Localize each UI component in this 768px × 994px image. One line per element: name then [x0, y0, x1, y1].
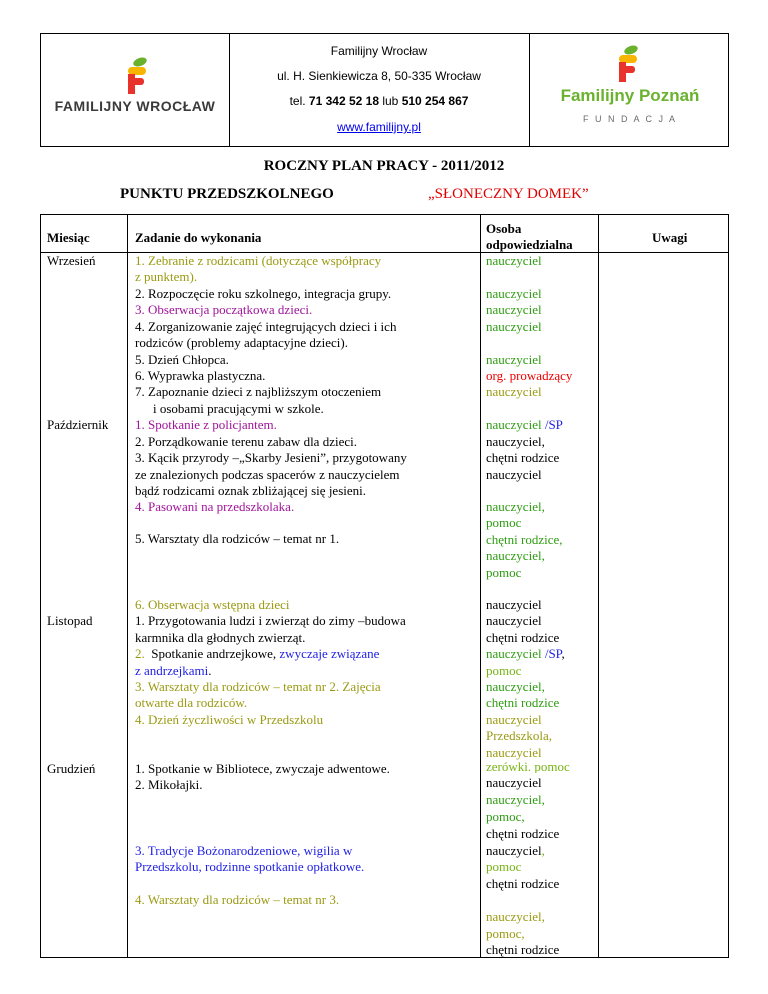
- col-divider: [127, 215, 128, 957]
- person: nauczyciel: [486, 286, 542, 301]
- person: org. prowadzący: [486, 368, 573, 383]
- person: pomoc,: [486, 926, 525, 941]
- person: nauczyciel,: [486, 434, 545, 449]
- person: nauczyciel: [486, 352, 542, 367]
- task-line: 1. Przygotowania ludzi i zwierząt do zimy –budowa: [135, 613, 406, 628]
- task-line: 2. Mikołajki.: [135, 777, 203, 792]
- preschool-name: „SŁONECZNY DOMEK”: [428, 186, 589, 202]
- person-line: nauczyciel /SP,: [486, 646, 565, 661]
- task-line: 3. Tradycje Bożonarodzeniowe, wigilia w: [135, 843, 353, 858]
- task-line: i osobami pracującymi w szkole.: [153, 401, 324, 416]
- person: nauczyciel,: [486, 679, 545, 694]
- person: pomoc: [486, 859, 522, 874]
- header-month: Miesiąc: [47, 230, 90, 245]
- task-line: 6. Obserwacja wstępna dzieci: [135, 597, 290, 612]
- header-person-1: Osoba: [486, 221, 522, 236]
- phone-line: [229, 94, 529, 108]
- person: nauczyciel,: [486, 548, 545, 563]
- left-logo-text: FAMILIJNY WROCŁAW: [54, 98, 216, 114]
- task-line: Przedszkolu, rodzinne spotkanie opłatkowe.: [135, 859, 365, 874]
- task-line: rodziców (problemy adaptacyjne dzieci).: [135, 335, 348, 350]
- person: chętni rodzice,: [486, 532, 563, 547]
- col-divider: [480, 215, 481, 957]
- task-line: 2. Spotkanie andrzejkowe, zwyczaje związane: [135, 646, 380, 661]
- familijny-wroclaw-logo-mark: [123, 56, 153, 96]
- task-line: 7. Zapoznanie dzieci z najbliższym otoczeniem: [135, 384, 382, 399]
- header-notes: Uwagi: [652, 230, 688, 245]
- person: nauczyciel: [486, 775, 542, 790]
- right-logo-text: Familijny Poznań: [560, 86, 700, 105]
- task-line: bądź rodzicami oznak zbliżającej się jesieni.: [135, 483, 366, 498]
- website-link[interactable]: www.familijny.pl: [337, 120, 421, 134]
- person-line: nauczyciel,: [486, 843, 545, 858]
- task-line: 3. Warsztaty dla rodziców – temat nr 2. Zajęcia: [135, 679, 381, 694]
- person: pomoc: [486, 663, 522, 678]
- task-line: 4. Warsztaty dla rodziców – temat nr 3.: [135, 892, 340, 907]
- person: nauczyciel: [486, 597, 542, 612]
- person: chętni rodzice: [486, 876, 560, 891]
- task-line: ze znalezionych podczas spacerów z nauczycielem: [135, 467, 400, 482]
- person: chętni rodzice: [486, 826, 560, 841]
- person: nauczyciel: [486, 745, 542, 760]
- task-line: 6. Wyprawka plastyczna.: [135, 368, 266, 383]
- header-person-2: odpowiedzialna: [486, 237, 573, 252]
- familijny-poznan-logo-mark: [614, 44, 644, 84]
- person: nauczyciel,: [486, 499, 545, 514]
- person: nauczyciel: [486, 302, 542, 317]
- task-line: z andrzejkami.: [135, 663, 212, 678]
- person: pomoc: [486, 515, 522, 530]
- tel-number-2: 510 254 867: [401, 94, 469, 108]
- task-line: 1. Spotkanie w Bibliotece, zwyczaje adwentowe.: [135, 761, 390, 776]
- person: Przedszkola,: [486, 728, 553, 743]
- task-line: 1. Zebranie z rodzicami (dotyczące współpracy: [135, 253, 382, 268]
- task-line: z punktem).: [135, 269, 198, 284]
- task-line: karmnika dla głodnych zwierząt.: [135, 630, 306, 645]
- tel-or: lub: [382, 94, 399, 108]
- header-task: Zadanie do wykonania: [135, 230, 262, 245]
- person: nauczyciel,: [486, 792, 545, 807]
- tel-label: tel.: [289, 94, 306, 108]
- month-december: Grudzień: [47, 761, 96, 776]
- person: chętni rodzice: [486, 695, 560, 710]
- person: nauczyciel,: [486, 909, 545, 924]
- person-line: nauczyciel /SP: [486, 417, 563, 432]
- plan-table: [40, 214, 729, 958]
- right-logo-cell: [530, 34, 728, 146]
- person: chętni rodzice: [486, 942, 560, 957]
- month-september: Wrzesień: [47, 253, 96, 268]
- person: nauczyciel: [486, 712, 542, 727]
- person: chętni rodzice: [486, 630, 560, 645]
- person: nauczyciel: [486, 384, 542, 399]
- task-line: 2. Rozpoczęcie roku szkolnego, integracja grupy.: [135, 286, 392, 301]
- task-line: 4. Zorganizowanie zajęć integrujących dzieci i ich: [135, 319, 397, 334]
- task-line: 4. Pasowani na przedszkolaka.: [135, 499, 295, 514]
- task-line: 1. Spotkanie z policjantem.: [135, 417, 277, 432]
- website-line: [229, 120, 529, 134]
- person: nauczyciel: [486, 319, 542, 334]
- person: pomoc,: [486, 809, 525, 824]
- person: chętni rodzice: [486, 450, 560, 465]
- tel-number-1: 71 342 52 18: [308, 94, 379, 108]
- org-name: Familijny Wrocław: [330, 44, 428, 58]
- contact-cell: [229, 34, 530, 146]
- task-line: 3. Kącik przyrody –„Skarby Jesieni”, przygotowany: [135, 450, 407, 465]
- month-november: Listopad: [47, 613, 93, 628]
- plan-title: ROCZNY PLAN PRACY - 2011/2012: [263, 158, 505, 174]
- right-logo-subtext: F U N D A C J A: [582, 114, 677, 124]
- person: zerówki. pomoc: [486, 761, 570, 773]
- task-line: 4. Dzień życzliwości w Przedszkolu: [135, 712, 324, 727]
- task-line: 3. Obserwacja początkowa dzieci.: [135, 302, 313, 317]
- person: nauczyciel: [486, 613, 542, 628]
- letterhead: [40, 33, 729, 147]
- person: nauczyciel: [486, 467, 542, 482]
- month-october: Październik: [47, 417, 109, 432]
- col-divider: [598, 215, 599, 957]
- left-logo-cell: [41, 34, 230, 146]
- address: ul. H. Sienkiewicza 8, 50-335 Wrocław: [277, 69, 481, 83]
- task-line: 2. Porządkowanie terenu zabaw dla dzieci.: [135, 434, 357, 449]
- task-line: 5. Warsztaty dla rodziców – temat nr 1.: [135, 531, 340, 546]
- task-line: otwarte dla rodziców.: [135, 695, 248, 710]
- person: nauczyciel: [486, 253, 542, 268]
- task-line: 5. Dzień Chłopca.: [135, 352, 229, 367]
- person: pomoc: [486, 565, 522, 580]
- plan-subtitle: PUNKTU PRZEDSZKOLNEGO: [120, 186, 334, 202]
